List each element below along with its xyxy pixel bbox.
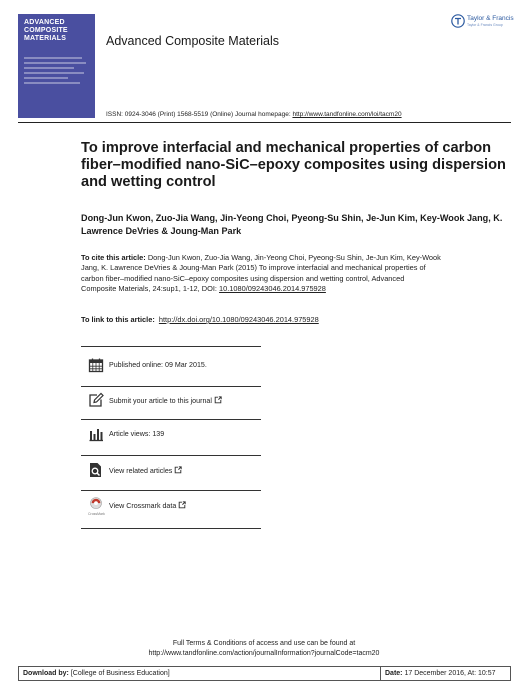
submit-article-text: Submit your article to this journal (109, 396, 222, 405)
download-by: Download by: [College of Business Education] (23, 670, 170, 677)
article-link[interactable]: http://dx.doi.org/10.1080/09243046.2014.975928 (158, 315, 319, 324)
published-online-text: Published online: 09 Mar 2015. (109, 361, 207, 369)
journal-cover (18, 14, 95, 118)
edit-icon (88, 392, 104, 408)
header-divider (18, 122, 511, 123)
submit-article-link[interactable] (88, 392, 288, 412)
publisher-name: Taylor & Francis (467, 15, 514, 22)
item-divider (81, 386, 261, 387)
document-search-icon (88, 462, 104, 478)
related-articles-link[interactable] (88, 462, 288, 482)
bar-chart-icon (88, 426, 104, 442)
crossmark-logo-text: CrossMark (88, 512, 105, 516)
article-authors: Dong-Jun Kwon, Zuo-Jia Wang, Jin-Yeong Choi, Pyeong-Su Shin, Je-Jun Kim, Key-Wook Jang, K. Lawrence DeVries & Joung-Man Park (81, 213, 503, 236)
article-views-item (88, 426, 288, 446)
terms-footer (0, 639, 528, 658)
article-link-line (81, 315, 319, 324)
issn-line (106, 111, 402, 118)
article-link-label: To link to this article: (81, 315, 155, 324)
article-views-text: Article views: 139 (109, 430, 165, 438)
journal-name: Advanced Composite Materials (106, 34, 279, 48)
journal-homepage-link[interactable]: http://www.tandfonline.com/loi/tacm20 (292, 111, 402, 118)
doi-link[interactable]: 10.1080/09243046.2014.975928 (219, 283, 326, 293)
terms-text: Full Terms & Conditions of access and use can be found at (172, 640, 356, 647)
citation-block (81, 253, 441, 294)
calendar-icon (88, 357, 104, 373)
terms-link[interactable]: http://www.tandfonline.com/action/journalInformation?journalCode=tacm20 (148, 649, 380, 657)
citation-text: Dong-Jun Kwon, Zuo-Jia Wang, Jin-Yeong Choi, Pyeong-Su Shin, Je-Jun Kim, Key-Wook Jang, K. Lawrence DeVries & Joung-Man Park (2015) To improve interfacial and mechanical properties of carbon fiber–modified nano-SiC–epoxy composites using dispersion and wetting control, Advanced Composite Materials, 24:sup1, 1-12, DOI: (81, 253, 441, 293)
cover-title: ADVANCED COMPOSITE MATERIALS (24, 19, 68, 42)
article-title: To improve interfacial and mechanical properties of carbon fiber–modified nano-SiC–epoxy composites using dispersion and wetting control (81, 140, 506, 190)
item-divider (81, 490, 261, 491)
external-link-icon (214, 396, 222, 404)
download-info-bar (18, 666, 511, 681)
cover-text-lines (24, 57, 90, 84)
publisher-tagline: Taylor & Francis Group (467, 23, 503, 27)
external-link-icon (178, 501, 186, 509)
item-divider (81, 346, 261, 347)
bar-divider (380, 667, 381, 680)
download-date: Date: 17 December 2016, At: 10:57 (385, 670, 496, 677)
item-divider (81, 528, 261, 529)
crossmark-text: View Crossmark data (109, 501, 186, 510)
crossmark-icon (88, 497, 104, 511)
published-online-item (88, 357, 288, 377)
taylor-francis-icon (451, 14, 465, 28)
item-divider (81, 455, 261, 456)
related-articles-text: View related articles (109, 466, 182, 475)
external-link-icon (174, 466, 182, 474)
issn-text: ISSN: 0924-3046 (Print) 1568-5519 (Online) Journal homepage: (106, 111, 293, 118)
citation-label: To cite this article: (81, 253, 146, 262)
crossmark-link[interactable] (88, 497, 288, 517)
publisher-logo[interactable] (451, 13, 521, 37)
item-divider (81, 419, 261, 420)
